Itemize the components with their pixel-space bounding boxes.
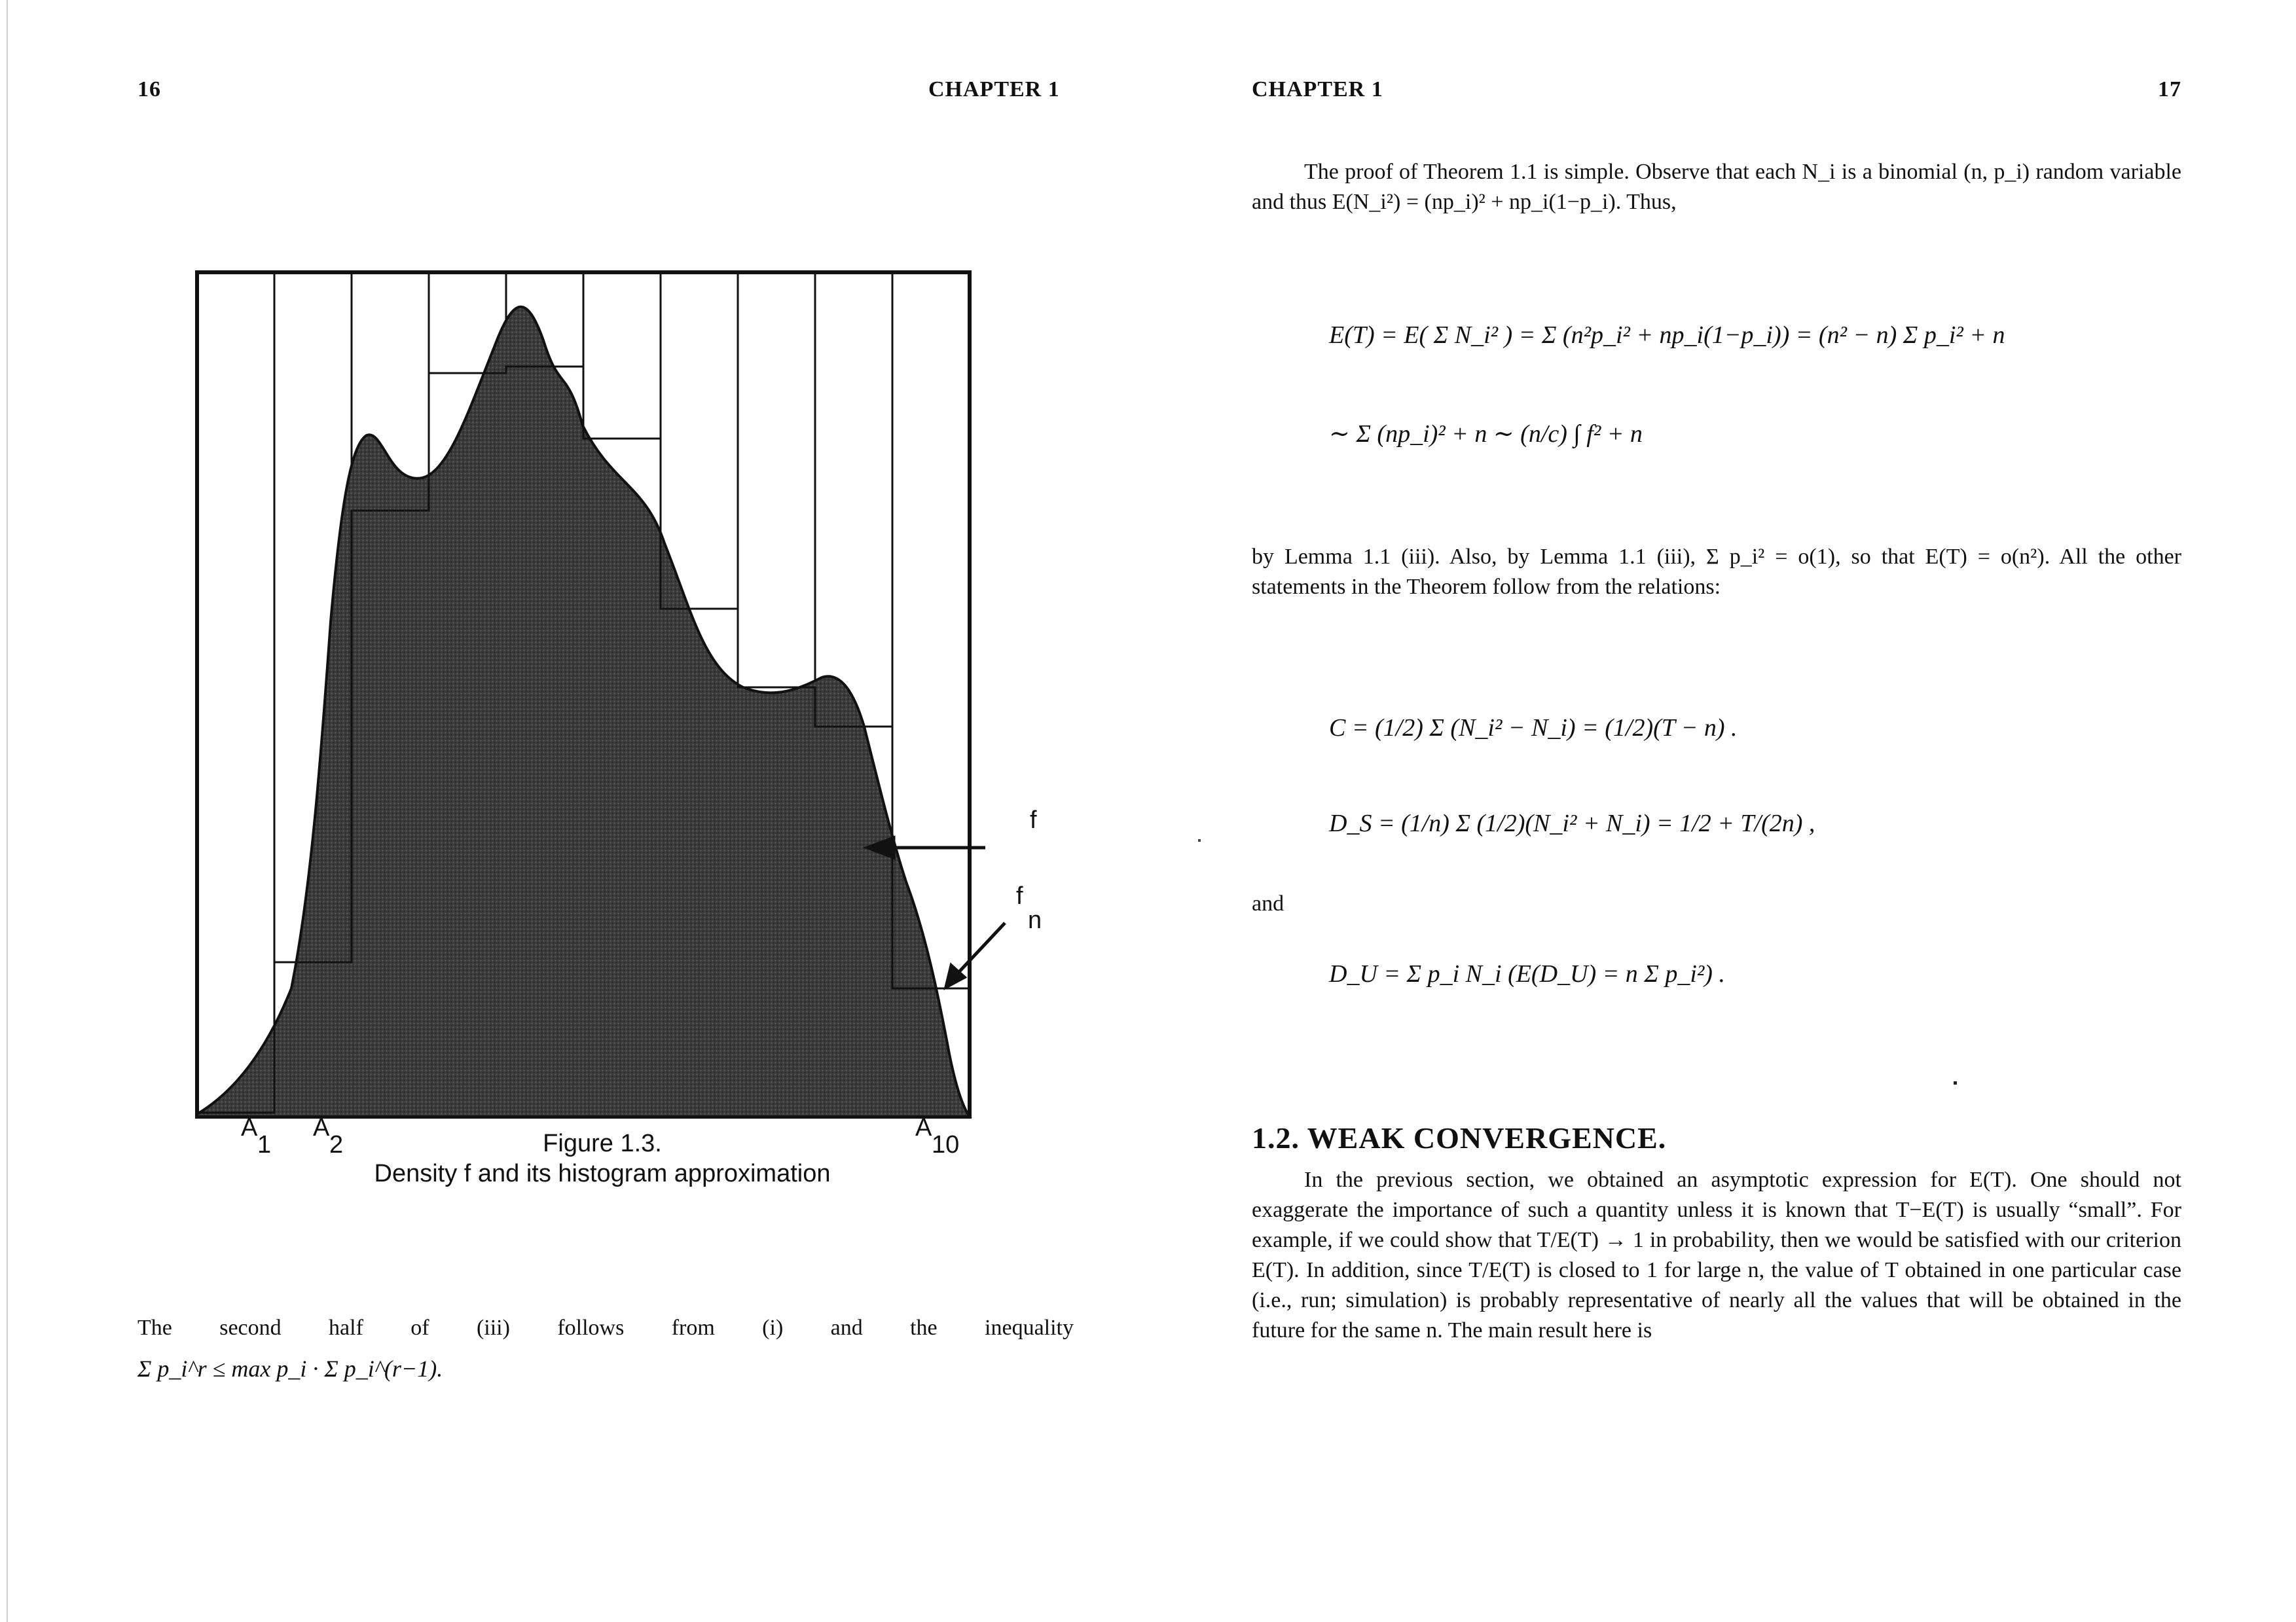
word: the: [910, 1316, 938, 1340]
label-a2: A: [313, 1114, 330, 1142]
page-number-right: 17: [2158, 77, 2181, 101]
and-word: and: [1252, 892, 1285, 916]
inequality-equation: Σ p_i^r ≤ max p_i · Σ p_i^(r−1).: [137, 1356, 443, 1382]
proof-intro: The proof of Theorem 1.1 is simple. Observe that each N_i is a binomial (n, p_i) random variable and thus E(N_i²) = (np_i)² + np_i(1−p_i). Thus,: [1252, 160, 2181, 214]
label-f: f: [1030, 806, 1037, 834]
word: follows: [557, 1316, 625, 1340]
word: of: [410, 1316, 429, 1340]
equation-DU: D_U = Σ p_i N_i (E(D_U) = n Σ p_i²) .: [1329, 960, 1725, 988]
label-fn: f: [1016, 882, 1023, 910]
histogram-figure: [193, 268, 1011, 1132]
word: and: [830, 1316, 863, 1340]
label-a1-subscript: 1: [257, 1131, 272, 1159]
running-head-right: CHAPTER 1: [1252, 77, 1383, 101]
label-a10-subscript: 10: [932, 1131, 960, 1159]
word: (iii): [476, 1316, 510, 1340]
page-number-left: 16: [137, 77, 161, 101]
section-heading: 1.2. WEAK CONVERGENCE.: [1252, 1121, 1667, 1155]
word: (i): [762, 1316, 784, 1340]
word: inequality: [985, 1316, 1074, 1340]
left-paragraph: [137, 1313, 1074, 1343]
equation-ET-line2: ∼ Σ (np_i)² + n ∼ (n/c) ∫ f² + n: [1329, 420, 1643, 448]
scan-speck: [1198, 839, 1201, 842]
word: second: [219, 1316, 282, 1340]
label-fn-subscript: n: [1028, 907, 1042, 934]
scan-speck: [1954, 1081, 1957, 1085]
equation-ET-line1: E(T) = E( Σ N_i² ) = Σ (n²p_i² + np_i(1−p_i)) = (n² − n) Σ p_i² + n: [1329, 321, 2005, 349]
scan-edge-line: [7, 0, 8, 1622]
figure-caption-text: Density f and its histogram approximation: [374, 1160, 831, 1187]
word: The: [137, 1316, 172, 1340]
label-a2-subscript: 2: [329, 1131, 344, 1159]
figure-caption-title: Figure 1.3.: [543, 1130, 662, 1157]
equation-DS: D_S = (1/n) Σ (1/2)(N_i² + N_i) = 1/2 + T/(2n) ,: [1329, 810, 1815, 837]
lemma-paragraph: by Lemma 1.1 (iii). Also, by Lemma 1.1 (iii), Σ p_i² = o(1), so that E(T) = o(n²). All the other statements in the Theorem follow from the relations:: [1252, 545, 2181, 599]
label-a10: A: [915, 1114, 932, 1142]
word: from: [671, 1316, 715, 1340]
equation-C: C = (1/2) Σ (N_i² − N_i) = (1/2)(T − n) .: [1329, 714, 1738, 742]
running-head-left: CHAPTER 1: [928, 77, 1060, 101]
label-a1: A: [241, 1114, 258, 1142]
word: half: [329, 1316, 363, 1340]
section-paragraph: In the previous section, we obtained an asymptotic expression for E(T). One should not exaggerate the importance of such a quantity unless it is known that T−E(T) is usually “small”. For example, if we could show that T/E(T) → 1 in probability, then we would be satisfied with our criterion E(T). In addition, since T/E(T) is closed to 1 for large n, the value of T obtained in one particular case (i.e., run; simulation) is probably representative of nearly all the values that will be obtained in the future for the same n. The main result here is: [1252, 1168, 2181, 1343]
